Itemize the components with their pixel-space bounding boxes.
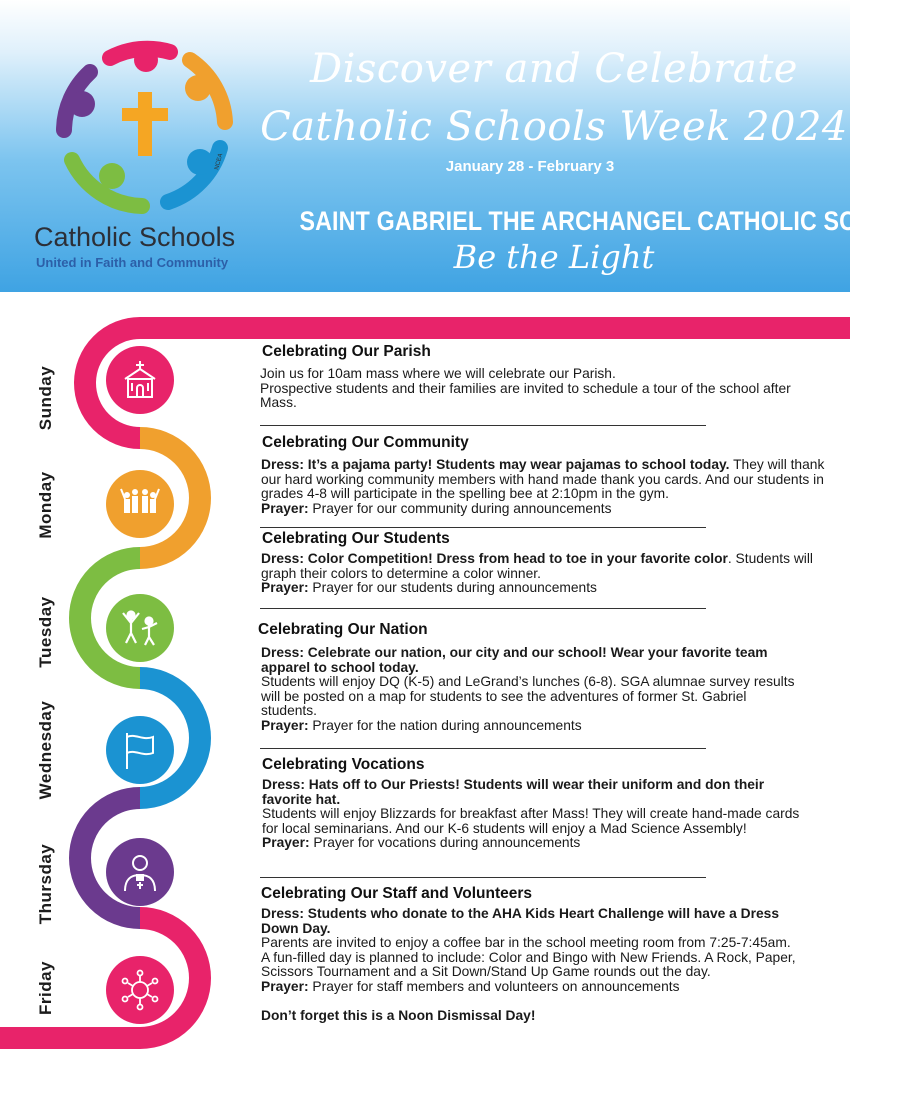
event-dates: January 28 - February 3 bbox=[445, 158, 615, 175]
section-title-nation: Celebrating Our Nation bbox=[258, 621, 428, 638]
day-label-monday: Monday bbox=[36, 471, 55, 539]
day-label-wednesday: Wednesday bbox=[36, 700, 55, 800]
section-title-students: Celebrating Our Students bbox=[262, 530, 450, 547]
logo-title: Catholic Schools bbox=[34, 222, 236, 252]
section-body-students: Dress: Color Competition! Dress from head to toe in your favorite color. Students will graph their colors to determine a color winner. Prayer: Prayer for our students during announcements bbox=[261, 551, 813, 596]
divider bbox=[260, 527, 706, 528]
section-body-nation: Dress: Celebrate our nation, our city and our school! Wear your favorite team apparel to school today. Students will enjoy DQ (K-5) and LeGrand’s lunches (6-8). SGA alumnae survey results will be posted on a map for students to see the adventures of former St. Gabriel students. Prayer: Prayer for the nation during announcements bbox=[261, 645, 795, 733]
day-label-sunday: Sunday bbox=[36, 365, 55, 431]
community-people-icon bbox=[106, 470, 174, 538]
school-name: SAINT GABRIEL THE ARCHANGEL CATHOLIC SCHOOL bbox=[299, 206, 924, 236]
flag-icon bbox=[106, 716, 174, 784]
section-title-staff: Celebrating Our Staff and Volunteers bbox=[261, 885, 533, 902]
section-body-community: Dress: It’s a pajama party! Students may wear pajamas to school today. They will thank our hard working community members with hand made thank you cards. And our students in grades 4-8 will participate in the spelling bee at 2:10pm in the gym. Prayer: Prayer for our community during announcements bbox=[261, 457, 825, 516]
noon-dismissal-note: Don’t forget this is a Noon Dismissal Day! bbox=[261, 1007, 536, 1023]
volunteers-circle-icon bbox=[106, 956, 174, 1024]
banner-title-line1: Discover and Celebrate bbox=[310, 46, 798, 92]
divider bbox=[260, 425, 706, 426]
divider bbox=[260, 748, 706, 749]
section-title-community: Celebrating Our Community bbox=[262, 434, 469, 451]
jumping-students-icon bbox=[106, 594, 174, 662]
section-title-vocations: Celebrating Vocations bbox=[262, 756, 425, 773]
catholic-schools-logo bbox=[50, 30, 240, 220]
banner-title-line2: Catholic Schools Week 2024 bbox=[260, 104, 848, 150]
priest-icon bbox=[106, 838, 174, 906]
divider bbox=[260, 608, 706, 609]
church-icon bbox=[106, 346, 174, 414]
day-label-tuesday: Tuesday bbox=[36, 596, 55, 668]
header-banner bbox=[0, 0, 924, 292]
section-title-parish: Celebrating Our Parish bbox=[262, 343, 431, 360]
day-label-friday: Friday bbox=[36, 960, 55, 1016]
svg-text:NCEA: NCEA bbox=[214, 152, 225, 171]
day-label-thursday: Thursday bbox=[36, 843, 55, 925]
logo-subtitle: United in Faith and Community bbox=[36, 255, 229, 270]
section-body-staff: Dress: Students who donate to the AHA Kids Heart Challenge will have a Dress Down Day. Parents are invited to enjoy a coffee bar in the school meeting room from 7:25-7:45am. A fun-filled day is planned to include: Color and Bingo with New Friends. A Rock, Paper, Scissors Tournament and a Sit Down/Stand Up Game rounds out the day. Prayer: Prayer for staff members and volunteers on announcements Don’t forget this is a Noon Dismissal Day! bbox=[261, 907, 811, 1023]
divider bbox=[260, 877, 706, 878]
tagline: Be the Light bbox=[453, 238, 655, 276]
section-body-parish: Join us for 10am mass where we will celebrate our Parish. Prospective students and their families are invited to schedule a tour of the school after Mass. bbox=[260, 366, 791, 411]
section-body-vocations: Dress: Hats off to Our Priests! Students will wear their uniform and don their favorite hat. Students will enjoy Blizzards for breakfast after Mass! They will create hand-made cards for local seminarians. And our K-6 students will enjoy a Mad Science Assembly! Prayer: Prayer for vocations during announcements bbox=[262, 777, 800, 851]
